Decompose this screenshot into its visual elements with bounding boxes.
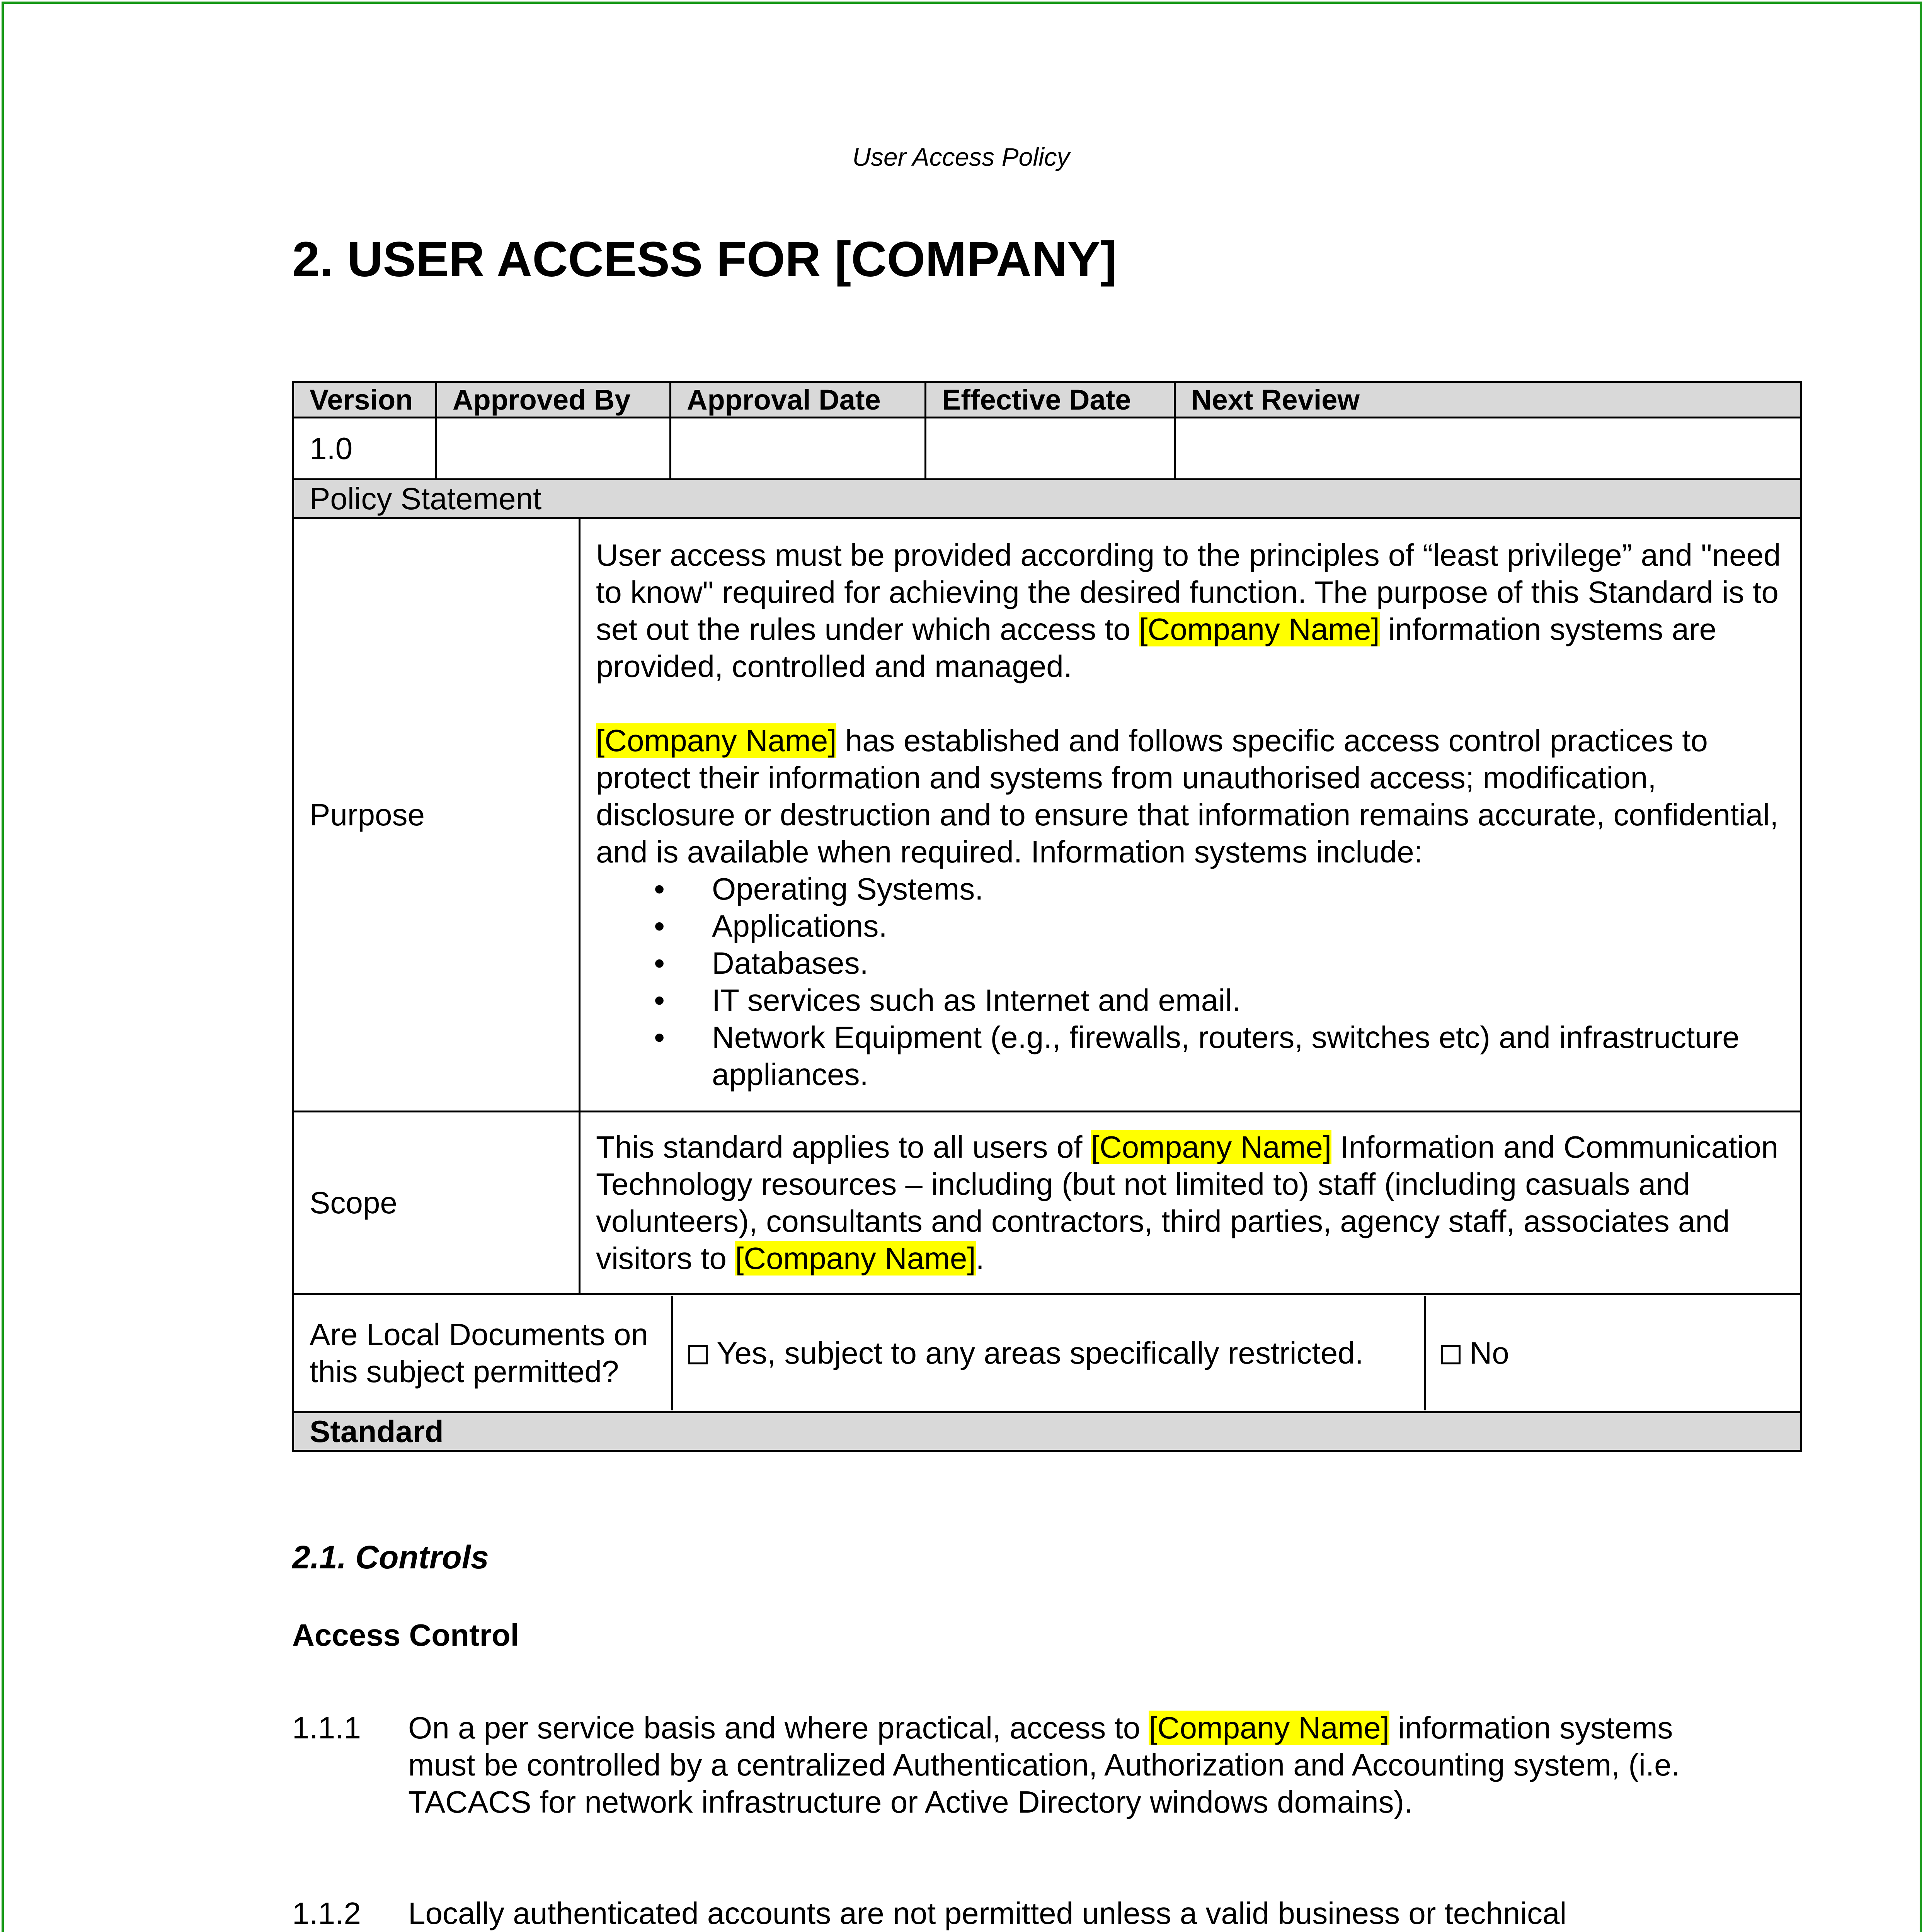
list-item bbox=[596, 1019, 1785, 1093]
approval-date-value bbox=[671, 418, 926, 480]
local-docs-table bbox=[294, 1296, 1802, 1410]
list-item-text: Databases. bbox=[712, 946, 868, 980]
local-docs-no[interactable] bbox=[1425, 1296, 1802, 1410]
list-item-text: Applications. bbox=[712, 908, 887, 943]
running-header: User Access Policy bbox=[852, 143, 1070, 171]
purpose-paragraph-1 bbox=[596, 537, 1785, 685]
policy-statement-label: Policy Statement bbox=[293, 480, 1801, 518]
bullet-icon: • bbox=[654, 1020, 665, 1054]
company-name-placeholder: [Company Name] bbox=[735, 1241, 976, 1276]
company-name-placeholder: [Company Name] bbox=[1149, 1711, 1389, 1745]
purpose-p2-text: has established and follows specific access control practices to protect their information and systems from unauthorised access; modification, disclosure or destruction and to ensure that information remains accurate, confidential, and is available when required. Information systems include: bbox=[596, 723, 1779, 869]
purpose-label: Purpose bbox=[293, 518, 580, 1112]
policy-statement-row bbox=[293, 480, 1801, 518]
bullet-icon: • bbox=[654, 908, 665, 943]
version-value: 1.0 bbox=[293, 418, 436, 480]
clause-text-start: On a per service basis and where practical, access to bbox=[408, 1711, 1149, 1745]
col-version: Version bbox=[293, 382, 436, 418]
scope-text-start: This standard applies to all users of bbox=[596, 1129, 1091, 1164]
controls-heading bbox=[292, 1539, 489, 1576]
checkbox-icon[interactable] bbox=[1441, 1345, 1461, 1364]
policy-table bbox=[292, 381, 1802, 1452]
scope-text-middle: Information and Communication Technology resources – including (but not limited to) staff (including casuals and volunteers), consultants and contractors, third parties, agency staff, associates and visitors to bbox=[596, 1129, 1779, 1276]
list-item bbox=[596, 945, 1785, 982]
company-name-placeholder: [Company Name] bbox=[1139, 612, 1380, 646]
list-item bbox=[596, 871, 1785, 908]
bullet-icon: • bbox=[654, 946, 665, 980]
local-docs-yes[interactable] bbox=[672, 1296, 1425, 1410]
clause-number: 1.1.2 bbox=[292, 1896, 361, 1930]
yes-option-label: Yes, subject to any areas specifically restricted. bbox=[717, 1335, 1364, 1370]
section-number: 2.1. bbox=[292, 1539, 347, 1575]
clause-text bbox=[408, 1709, 1684, 1821]
no-option-label: No bbox=[1469, 1335, 1509, 1370]
col-approved-by: Approved By bbox=[436, 382, 671, 418]
scope-text-end: . bbox=[975, 1241, 984, 1276]
access-control-heading: Access Control bbox=[292, 1618, 519, 1652]
col-next-review: Next Review bbox=[1175, 382, 1801, 418]
checkbox-icon[interactable] bbox=[688, 1345, 708, 1364]
information-systems-list bbox=[596, 871, 1785, 1093]
company-name-placeholder: [Company Name] bbox=[596, 723, 837, 758]
scope-paragraph bbox=[596, 1129, 1785, 1277]
list-item-text: Operating Systems. bbox=[712, 871, 984, 906]
local-docs-question: Are Local Documents on this subject permitted? bbox=[294, 1296, 672, 1410]
list-item bbox=[596, 908, 1785, 945]
standard-label: Standard bbox=[293, 1412, 1801, 1451]
bullet-icon: • bbox=[654, 983, 665, 1017]
bullet-icon: • bbox=[654, 871, 665, 906]
purpose-row bbox=[293, 518, 1801, 1112]
col-approval-date: Approval Date bbox=[671, 382, 926, 418]
list-item-text: Network Equipment (e.g., firewalls, routers, switches etc) and infrastructure appliances. bbox=[712, 1020, 1740, 1092]
list-item-text: IT services such as Internet and email. bbox=[712, 983, 1241, 1017]
scope-row bbox=[293, 1112, 1801, 1294]
standard-row bbox=[293, 1412, 1801, 1451]
approved-by-value bbox=[436, 418, 671, 480]
scope-text bbox=[580, 1112, 1801, 1294]
scope-label: Scope bbox=[293, 1112, 580, 1294]
purpose-paragraph-2 bbox=[596, 722, 1785, 871]
company-name-placeholder: [Company Name] bbox=[1091, 1129, 1332, 1164]
purpose-text bbox=[580, 518, 1801, 1112]
local-docs-cell bbox=[293, 1294, 1801, 1412]
meta-value-row bbox=[293, 418, 1801, 480]
clause-text-end: information systems must be controlled by a centralized Authentication, Authorization and Accounting system, (i.e. TACACS for network infrastructure or Active Directory windows domains). bbox=[408, 1711, 1680, 1819]
local-docs-row bbox=[293, 1294, 1801, 1412]
purpose-p1-end: information systems are provided, controlled and managed. bbox=[596, 612, 1717, 684]
col-effective-date: Effective Date bbox=[926, 382, 1175, 418]
page-title: 2. USER ACCESS FOR [COMPANY] bbox=[292, 232, 1117, 287]
clause-text: Locally authenticated accounts are not permitted unless a valid business or technical bbox=[408, 1896, 1567, 1930]
next-review-value bbox=[1175, 418, 1801, 480]
section-title: Controls bbox=[355, 1539, 489, 1575]
clause-number: 1.1.1 bbox=[292, 1711, 361, 1745]
effective-date-value bbox=[926, 418, 1175, 480]
meta-header-row bbox=[293, 382, 1801, 418]
purpose-p1-start: User access must be provided according to the principles of “least privilege” and "need to know" required for achieving the desired function. The purpose of this Standard is to set out the rules under which access to bbox=[596, 537, 1781, 646]
blank-line bbox=[596, 685, 1785, 722]
list-item bbox=[596, 982, 1785, 1019]
